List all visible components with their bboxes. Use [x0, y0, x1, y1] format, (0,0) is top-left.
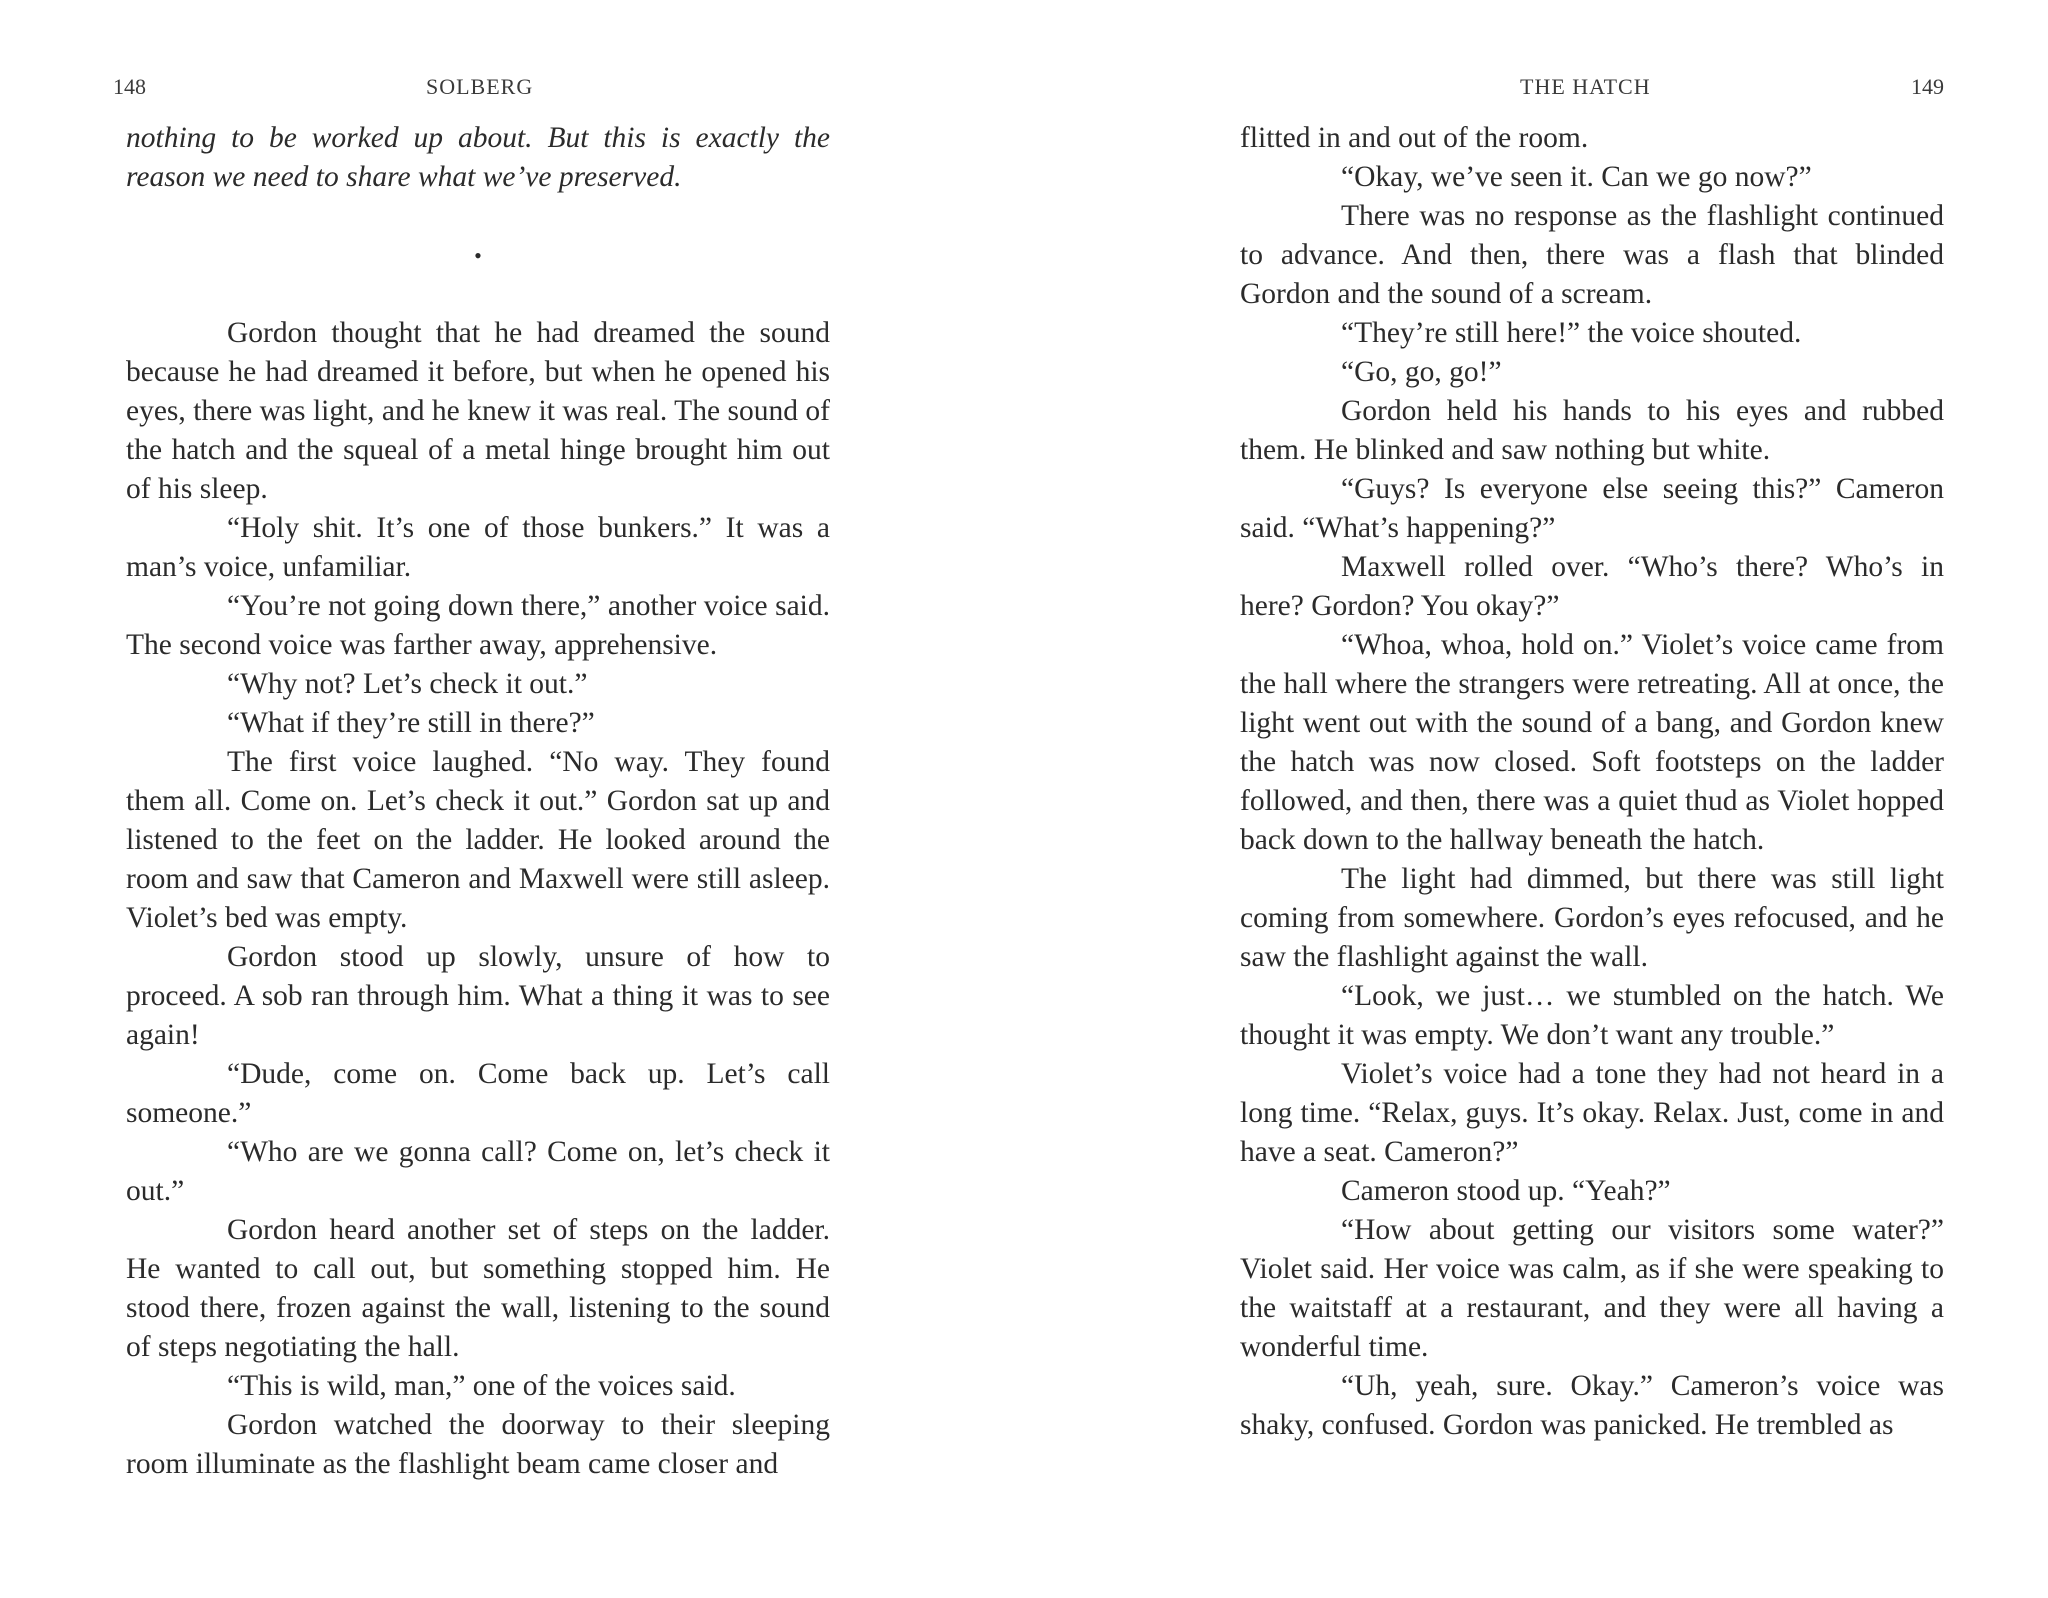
paragraph: “Whoa, whoa, hold on.” Violet’s voice came from the hall where the strangers were retreating. All at once, the light went out with the sound of a bang, and Gordon knew the hatch was now closed. Soft footsteps on the ladder followed, and then, there was a quiet thud as Violet hopped back down to the hallway beneath the hatch.	[1240, 629, 1944, 856]
section-gap	[126, 197, 830, 236]
page-number: 149	[1911, 74, 1944, 99]
paragraph: There was no response as the flashlight continued to advance. And then, there was a flash that blinded Gordon and the sound of a scream.	[1240, 200, 1944, 310]
paragraph: Cameron stood up. “Yeah?”	[1341, 1175, 1671, 1207]
paragraph: “This is wild, man,” one of the voices said.	[227, 1370, 736, 1402]
paragraph: “Holy shit. It’s one of those bunkers.” It was a man’s voice, unfamiliar.	[126, 512, 830, 583]
paragraph: Gordon watched the doorway to their sleeping room illuminate as the flashlight beam came closer and	[126, 1409, 830, 1480]
paragraph: “How about getting our visitors some water?” Violet said. Her voice was calm, as if she were speaking to the waitstaff at a restaurant, and they were all having a wonderful time.	[1240, 1214, 1944, 1363]
continued-paragraph: flitted in and out of the room.	[1240, 122, 1589, 154]
paragraph: The first voice laughed. “No way. They found them all. Come on. Let’s check it out.” Gordon sat up and listened to the feet on the ladder. He looked around the room and saw that Cameron and Maxwell were still asleep. Violet’s bed was empty.	[126, 746, 830, 934]
paragraph: “Dude, come on. Come back up. Let’s call someone.”	[126, 1058, 830, 1129]
paragraph: Gordon thought that he had dreamed the sound because he had dreamed it before, but when he opened his eyes, there was light, and he knew it was real. The sound of the hatch and the squeal of a metal hinge brought him out of his sleep.	[126, 317, 830, 505]
running-head-author: SOLBERG	[426, 74, 534, 99]
paragraph: “Okay, we’ve seen it. Can we go now?”	[1341, 161, 1812, 193]
section-gap	[126, 275, 830, 314]
paragraph: “You’re not going down there,” another voice said. The second voice was farther away, apprehensive.	[126, 590, 830, 661]
paragraph: “Go, go, go!”	[1341, 356, 1502, 388]
paragraph: Gordon held his hands to his eyes and rubbed them. He blinked and saw nothing but white.	[1240, 395, 1944, 466]
paragraph: “Look, we just… we stumbled on the hatch. We thought it was empty. We don’t want any trouble.”	[1240, 980, 1944, 1051]
paragraph: “What if they’re still in there?”	[227, 707, 595, 739]
epigraph: nothing to be worked up about. But this is exactly the reason we need to share what we’ve preserved.	[126, 122, 830, 193]
paragraph: Violet’s voice had a tone they had not heard in a long time. “Relax, guys. It’s okay. Relax. Just, come in and have a seat. Cameron?”	[1240, 1058, 1944, 1168]
paragraph: “Why not? Let’s check it out.”	[227, 668, 588, 700]
paragraph: The light had dimmed, but there was still light coming from somewhere. Gordon’s eyes refocused, and he saw the flashlight against the wall.	[1240, 863, 1944, 973]
paragraph: Gordon heard another set of steps on the ladder. He wanted to call out, but something stopped him. He stood there, frozen against the wall, listening to the sound of steps negotiating the hall.	[126, 1214, 830, 1363]
left-text-block	[126, 119, 830, 1484]
right-text-block	[1240, 119, 1944, 1445]
paragraph: Maxwell rolled over. “Who’s there? Who’s in here? Gordon? You okay?”	[1240, 551, 1944, 622]
paragraph: “Uh, yeah, sure. Okay.” Cameron’s voice was shaky, confused. Gordon was panicked. He trembled as	[1240, 1370, 1944, 1441]
paragraph: “Guys? Is everyone else seeing this?” Cameron said. “What’s happening?”	[1240, 473, 1944, 544]
paragraph: “Who are we gonna call? Come on, let’s check it out.”	[126, 1136, 830, 1207]
paragraph: “They’re still here!” the voice shouted.	[1341, 317, 1802, 349]
page-number: 148	[113, 74, 146, 99]
running-head-chapter: THE HATCH	[1520, 74, 1651, 99]
right-page	[1024, 0, 2048, 1598]
section-break-ornament: •	[474, 243, 482, 268]
paragraph: Gordon stood up slowly, unsure of how to proceed. A sob ran through him. What a thing it was to see again!	[126, 941, 830, 1051]
